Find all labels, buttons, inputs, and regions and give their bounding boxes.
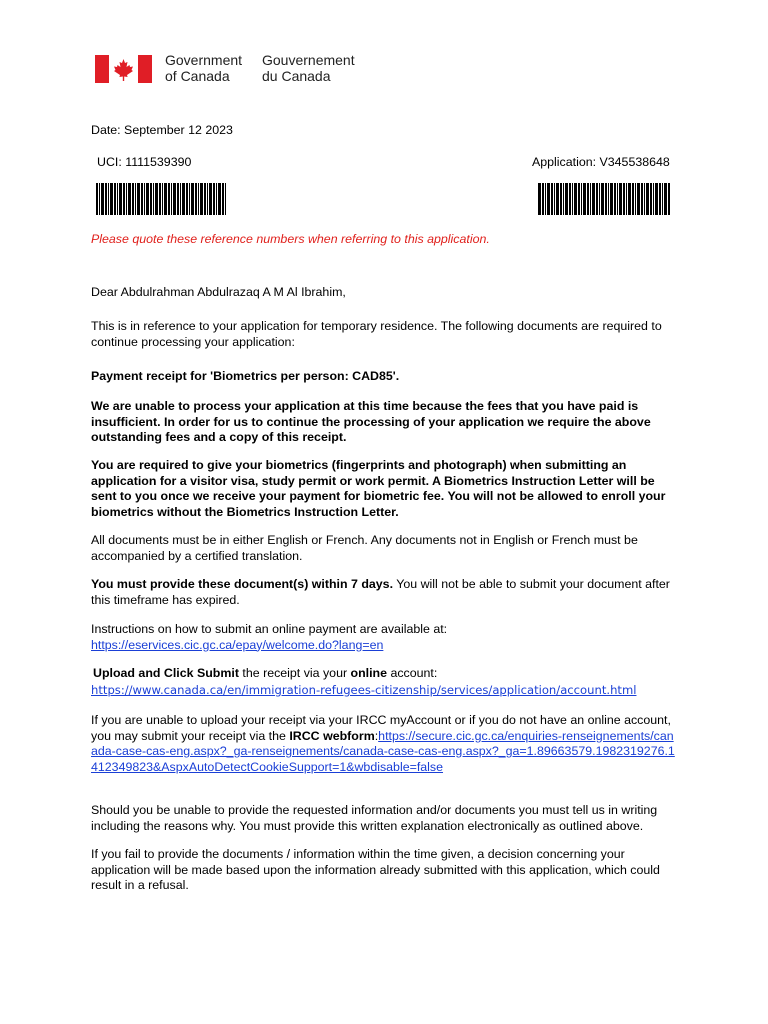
barcode-bar (601, 183, 604, 215)
salutation: Dear Abdulrahman Abdulrazaq A M Al Ibrahim, (91, 285, 346, 299)
barcode-bar (168, 183, 170, 215)
uci-barcode (96, 183, 228, 215)
account-link[interactable]: https://www.canada.ca/en/immigration-refugees-citizenship/services/application/account.html (91, 683, 637, 697)
barcode-bar (542, 183, 544, 215)
biometrics-notice: You are required to give your biometrics (fingerprints and photograph) when submitting an application for a visitor visa, study permit or work permit. A Biometrics Instruction Letter will be sent to you once we receive your payment for biometric fee. You will not be allowed to enroll your biometrics without the Biometrics Instruction Letter. (91, 458, 666, 519)
barcode-bar (198, 183, 199, 215)
barcode-bar (180, 183, 181, 215)
barcode-bar (105, 183, 107, 215)
barcode-bar (547, 183, 550, 215)
webform-intro: If you are unable to upload your receipt via your IRCC myAccount or if you do not have an online account, you may submit your receipt via the (91, 713, 671, 743)
refusal-warning: If you fail to provide the documents / information within the time given, a decision concerning your application will be made based upon the information already submitted with this application, which could result in a refusal. (91, 847, 660, 892)
barcode-bar (99, 183, 100, 215)
barcode-bar (587, 183, 589, 215)
gov-en-line1: Government (165, 52, 243, 68)
barcode-bar (191, 183, 194, 215)
gov-fr-line1: Gouvernement (262, 52, 355, 68)
barcode-bar (655, 183, 658, 215)
barcode-bar (592, 183, 595, 215)
barcode-bar (596, 183, 598, 215)
barcode-bar (574, 183, 577, 215)
barcode-bar (617, 183, 618, 215)
barcode-bar (164, 183, 167, 215)
barcode-bar (605, 183, 607, 215)
gov-en-line2: of Canada (165, 68, 230, 84)
barcode-bar (207, 183, 208, 215)
barcode-bar (614, 183, 616, 215)
webform-paragraph (91, 713, 679, 775)
barcode-bar (110, 183, 113, 215)
barcode-bar (608, 183, 609, 215)
barcode-bar (146, 183, 149, 215)
barcode-bar (551, 183, 553, 215)
barcode-bar (177, 183, 179, 215)
language-notice: All documents must be in either English or French. Any documents not in English or French must be accompanied by a certified translation. (91, 533, 638, 563)
barcode-bar (632, 183, 634, 215)
barcode-bar (668, 183, 670, 215)
reference-note: Please quote these reference numbers when referring to this application. (91, 232, 490, 246)
barcode-bar (225, 183, 226, 215)
barcode-bar (171, 183, 172, 215)
barcode-bar (189, 183, 190, 215)
barcode-bar (581, 183, 582, 215)
barcode-bar (200, 183, 203, 215)
barcode-bar (153, 183, 154, 215)
deadline-bold: You must provide these document(s) within 7 days. (91, 577, 394, 591)
barcode-bar (664, 183, 667, 215)
barcode-bar (599, 183, 600, 215)
epay-link[interactable]: https://eservices.cic.gc.ca/epay/welcome.do?lang=en (91, 637, 384, 652)
barcode-bar (96, 183, 98, 215)
barcode-bar (545, 183, 546, 215)
barcode-bar (662, 183, 663, 215)
barcode-bar (114, 183, 116, 215)
barcode-bar (209, 183, 212, 215)
barcode-bar (213, 183, 215, 215)
barcode-bar (590, 183, 591, 215)
webform-bold: IRCC webform (289, 728, 375, 743)
barcode-bar (186, 183, 188, 215)
epay-instructions: Instructions on how to submit an online payment are available at: (91, 622, 448, 636)
deadline-paragraph (91, 577, 681, 608)
webform-link[interactable]: https://secure.cic.gc.ca/enquiries-renseignements/canada-case-cas-eng.aspx?_ga-renseignements/canada-case-cas-eng.aspx?_ga=1.89663579.1982319276.1412349823&AspxAutoDetectCookieSupport=1&wbdisable=false (91, 728, 675, 774)
barcode-bar (650, 183, 652, 215)
barcode-bar (628, 183, 631, 215)
barcode-bar (162, 183, 163, 215)
fees-notice: We are unable to process your application at this time because the fees that you have paid is insufficient. In order for us to continue the processing of your application we require the above outstanding fees and a copy of this receipt. (91, 399, 651, 444)
explanation-paragraph: Should you be unable to provide the requested information and/or documents you must tell us in writing including the reasons why. You must provide this written explanation electronically as outlined above. (91, 803, 658, 833)
barcode-bar (626, 183, 627, 215)
epay-paragraph (91, 622, 681, 653)
barcode-bar (128, 183, 131, 215)
barcode-bar (569, 183, 571, 215)
barcode-bar (623, 183, 625, 215)
barcode-bar (646, 183, 649, 215)
barcode-bar (610, 183, 613, 215)
application-barcode (538, 183, 672, 215)
payment-receipt-requirement: Payment receipt for 'Biometrics per person: CAD85'. (91, 369, 400, 383)
upload-end: account: (387, 666, 438, 680)
barcode-bar (182, 183, 185, 215)
barcode-bar (563, 183, 564, 215)
barcode-bar (572, 183, 573, 215)
barcode-bar (560, 183, 562, 215)
barcode-bar (204, 183, 206, 215)
barcode-bar (222, 183, 224, 215)
canada-flag-icon (95, 55, 152, 83)
barcode-bar (556, 183, 559, 215)
barcode-bar (108, 183, 109, 215)
deadline-rest: You will not be able to submit your document after this timeframe has expired. (91, 577, 670, 607)
barcode-bar (538, 183, 541, 215)
barcode-bar (159, 183, 161, 215)
barcode-bar (218, 183, 221, 215)
upload-mid: the receipt via your (238, 666, 351, 680)
barcode-bar (173, 183, 176, 215)
upload-online: online (350, 666, 388, 680)
barcode-bar (123, 183, 125, 215)
barcode-bar (132, 183, 134, 215)
barcode-bar (117, 183, 118, 215)
account-link-row (91, 683, 681, 699)
barcode-bar (150, 183, 152, 215)
barcode-bar (126, 183, 127, 215)
barcode-bar (635, 183, 636, 215)
upload-bold: Upload and Click Submit (93, 666, 239, 680)
barcode-bar (619, 183, 622, 215)
barcode-bar (644, 183, 645, 215)
barcode-bar (653, 183, 654, 215)
barcode-bar (101, 183, 104, 215)
barcode-bar (641, 183, 643, 215)
barcode-bar (216, 183, 217, 215)
intro-paragraph: This is in reference to your application for temporary residence. The following documents are required to continue processing your application: (91, 319, 662, 349)
gov-en-wordmark (165, 52, 242, 84)
application-number: Application: V345538648 (532, 155, 670, 169)
barcode-bar (195, 183, 197, 215)
uci-number: UCI: 1111539390 (97, 155, 192, 169)
gov-fr-wordmark (262, 52, 355, 84)
barcode-bar (659, 183, 661, 215)
upload-paragraph (93, 666, 683, 682)
barcode-bar (578, 183, 580, 215)
barcode-bar (144, 183, 145, 215)
barcode-bar (119, 183, 122, 215)
barcode-bar (141, 183, 143, 215)
barcode-bar (565, 183, 568, 215)
barcode-bar (583, 183, 586, 215)
barcode-bar (554, 183, 555, 215)
barcode-bar (637, 183, 640, 215)
gov-fr-line2: du Canada (262, 68, 331, 84)
barcode-bar (135, 183, 136, 215)
webform-colon: : (374, 728, 379, 743)
barcode-bar (155, 183, 158, 215)
barcode-bar (137, 183, 140, 215)
letter-date: Date: September 12 2023 (91, 123, 233, 137)
